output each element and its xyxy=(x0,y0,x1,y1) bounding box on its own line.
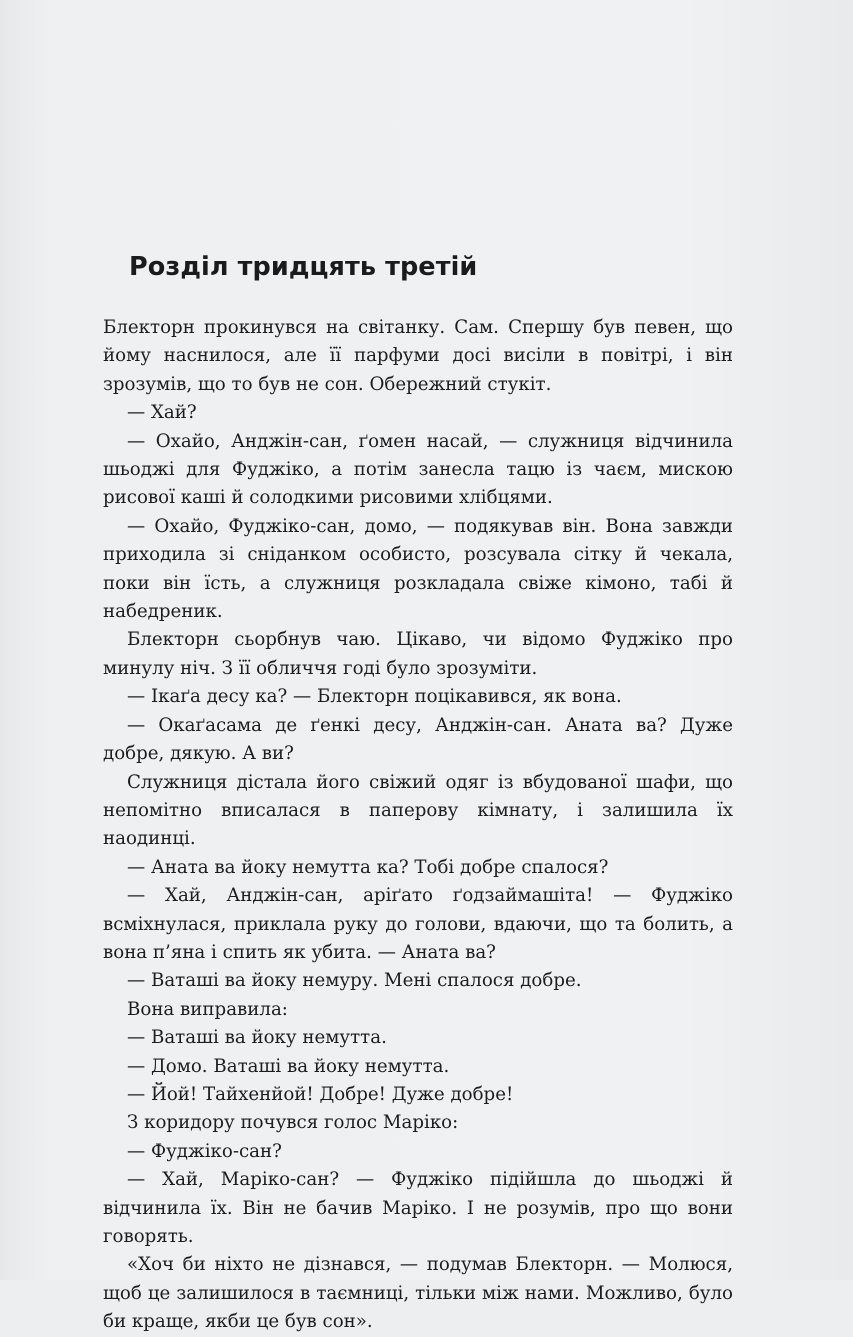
paragraph: — Аната ва йоку немутта ка? Тобі добре спалося? xyxy=(127,856,609,878)
paragraph: — Йой! Тайхенйой! Добре! Дуже добре! xyxy=(127,1083,514,1105)
paragraph: Служниця дістала його свіжий одяг із вбудованої шафи, що непомітно вписалася в паперову кімнату, і залишила їх наодинці. xyxy=(103,771,733,850)
paragraph: «Хоч би ніхто не дізнався, — подумав Блекторн. — Молюся, щоб це залишилося в таємниці, тільки між нами. Можливо, було би краще, якби це був сон». xyxy=(103,1254,733,1333)
paragraph: Блекторн прокинувся на світанку. Сам. Спершу був певен, що йому наснилося, але її парфуми досі висіли в повітрі, і він зрозумів, що то був не сон. Обережний стукіт. xyxy=(103,317,733,395)
paragraph: — Охайо, Фуджіко-сан, домо, — подякував він. Вона завжди приходила зі сніданком особисто, розсувала сітку й чекала, поки він їсть, а служниця розкладала свіже кімоно, табі й набедреник. xyxy=(103,515,733,623)
paragraph: З коридору почувся голос Маріко: xyxy=(127,1112,459,1134)
paragraph: Вона виправила: xyxy=(127,998,288,1020)
paragraph: — Окаґасама де ґенкі десу, Анджін-сан. Аната ва? Дуже добре, дякую. А ви? xyxy=(103,714,733,765)
paragraph: Блекторн сьорбнув чаю. Цікаво, чи відомо Фуджіко про минулу ніч. З її обличчя годі було зрозуміти. xyxy=(103,629,733,679)
paragraph: — Фуджіко-сан? xyxy=(127,1140,282,1162)
paragraph: — Ікаґа десу ка? — Блекторн поцікавився, як вона. xyxy=(127,686,622,708)
paragraph: — Ваташі ва йоку немуру. Мені спалося добре. xyxy=(127,970,582,992)
paragraph: — Ваташі ва йоку немутта. xyxy=(127,1027,387,1049)
bleed-through-shadow xyxy=(110,62,750,149)
chapter-body xyxy=(103,314,733,1337)
chapter-title: Розділ тридцять третій xyxy=(129,252,478,282)
paragraph: — Хай, Маріко-сан? — Фуджіко підійшла до шьоджі й відчинила їх. Він не бачив Маріко. І не розумів, про що вони говорять. xyxy=(103,1169,733,1247)
paragraph: — Домо. Ваташі ва йоку немутта. xyxy=(127,1055,450,1077)
paragraph: — Хай, Анджін-сан, аріґато ґодзаймашіта! — Фуджіко всміхнулася, приклала руку до голови, вдаючи, що та болить, а вона п’яна і спить як убита. — Аната ва? xyxy=(103,885,733,963)
paragraph: — Охайо, Анджін-сан, ґомен насай, — служниця відчинила шьоджі для Фуджіко, а потім занесла тацю із чаєм, мискою рисової каші й солодкими рисовими хлібцями. xyxy=(103,430,733,509)
paragraph: — Хай? xyxy=(127,402,197,424)
